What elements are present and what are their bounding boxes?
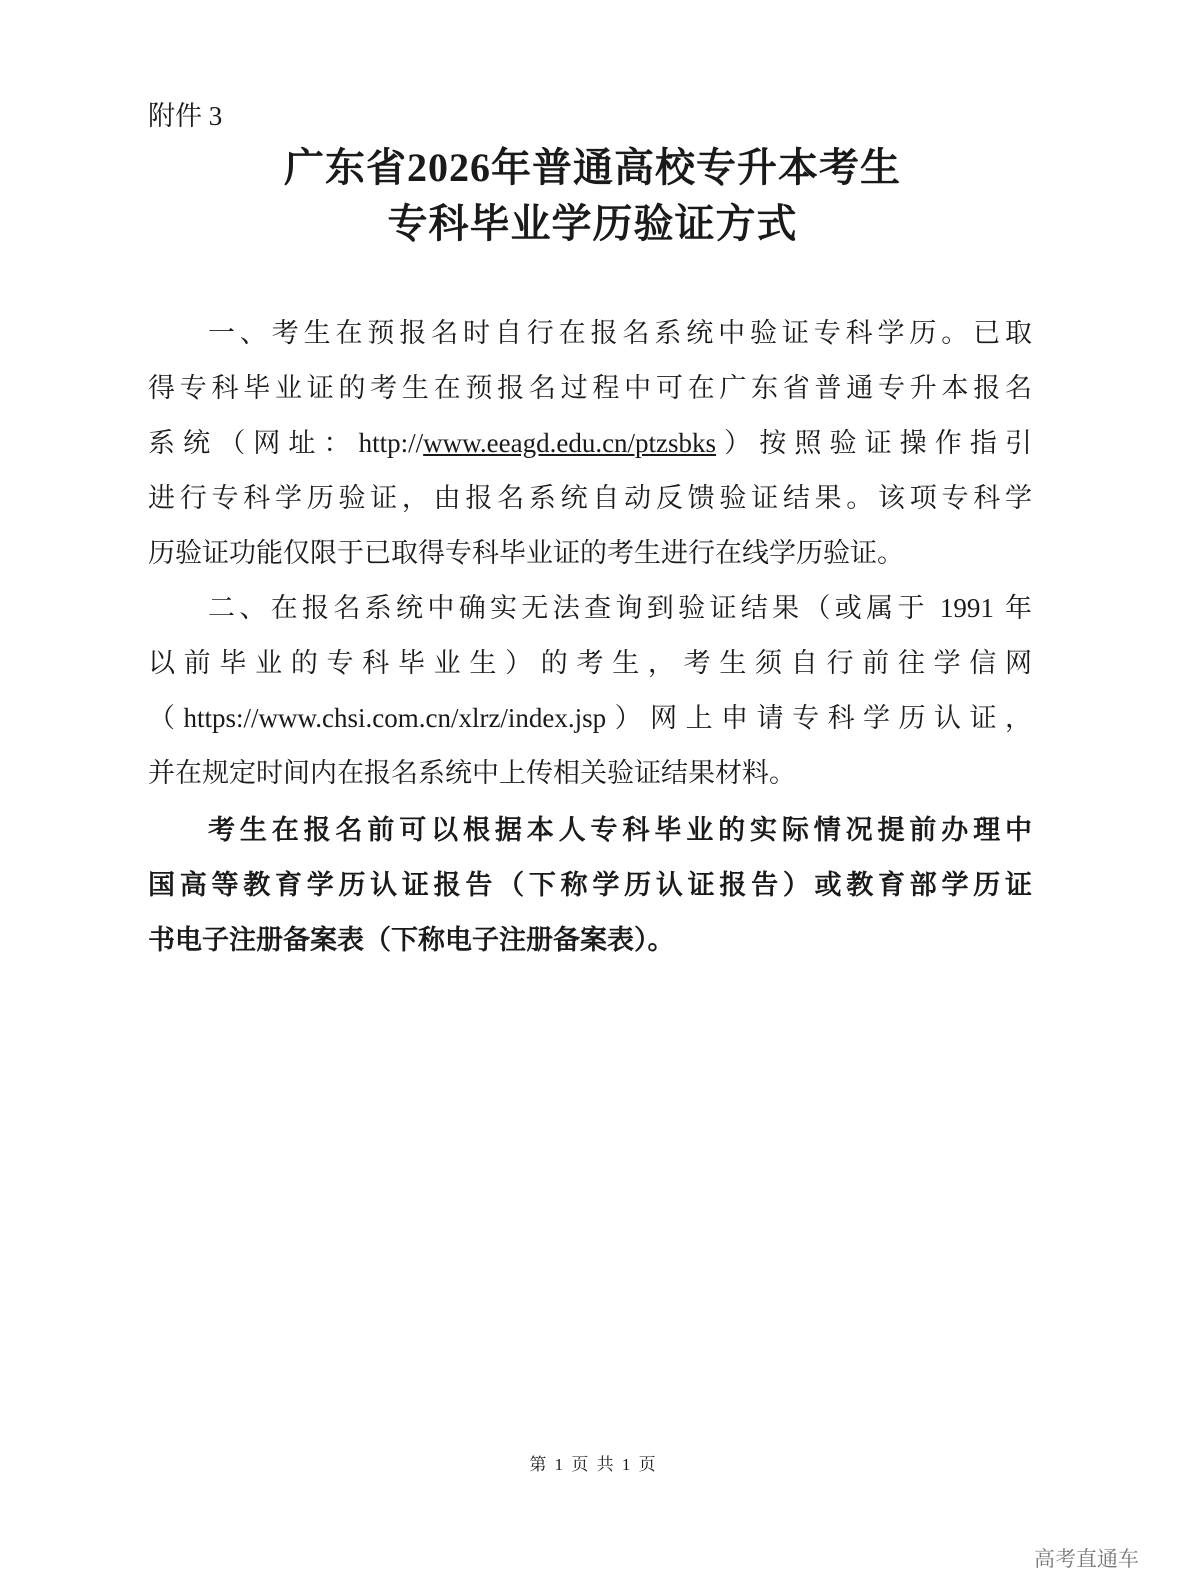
para3-line: 考生在报名前可以根据本人专科毕业的实际情况提前办理中 — [208, 815, 1032, 845]
para2-line: 并在规定时间内在报名系统中上传相关验证结果材料。 — [148, 758, 796, 788]
document-title-line-1: 广东省2026年普通高校专升本考生 — [284, 145, 901, 190]
para3-line: 书电子注册备案表（下称电子注册备案表）。 — [148, 925, 675, 955]
para2-line: 二、在报名系统中确实无法查询到验证结果（或属于 1991 年 — [208, 593, 1032, 623]
text: 系统（网址：http:// — [148, 428, 424, 458]
watermark: 高考直通车 — [1034, 1548, 1139, 1571]
registration-url-link[interactable]: www.eeagd.edu.cn/ptzsbks — [423, 428, 717, 458]
text: ）按照验证操作指引 — [716, 428, 1032, 458]
para2-line: （https://www.chsi.com.cn/xlrz/index.jsp）网上申请专科学历认证， — [148, 703, 1032, 733]
para1-line: 进行专科学历验证，由报名系统自动反馈验证结果。该项专科学 — [148, 483, 1032, 513]
para2-line: 以前毕业的专科毕业生）的考生，考生须自行前往学信网 — [148, 648, 1032, 678]
para1-line: 一、考生在预报名时自行在报名系统中验证专科学历。已取 — [208, 318, 1032, 348]
para3-line: 国高等教育学历认证报告（下称学历认证报告）或教育部学历证 — [148, 870, 1032, 900]
document-title-line-2: 专科毕业学历验证方式 — [387, 201, 798, 246]
para1-line: 历验证功能仅限于已取得专科毕业证的考生进行在线学历验证。 — [148, 538, 904, 568]
attachment-label: 附件 3 — [148, 101, 223, 131]
para1-line — [148, 423, 1032, 463]
para1-line: 得专科毕业证的考生在预报名过程中可在广东省普通专升本报名 — [148, 373, 1032, 403]
page-number: 第 1 页 共 1 页 — [529, 1455, 656, 1474]
